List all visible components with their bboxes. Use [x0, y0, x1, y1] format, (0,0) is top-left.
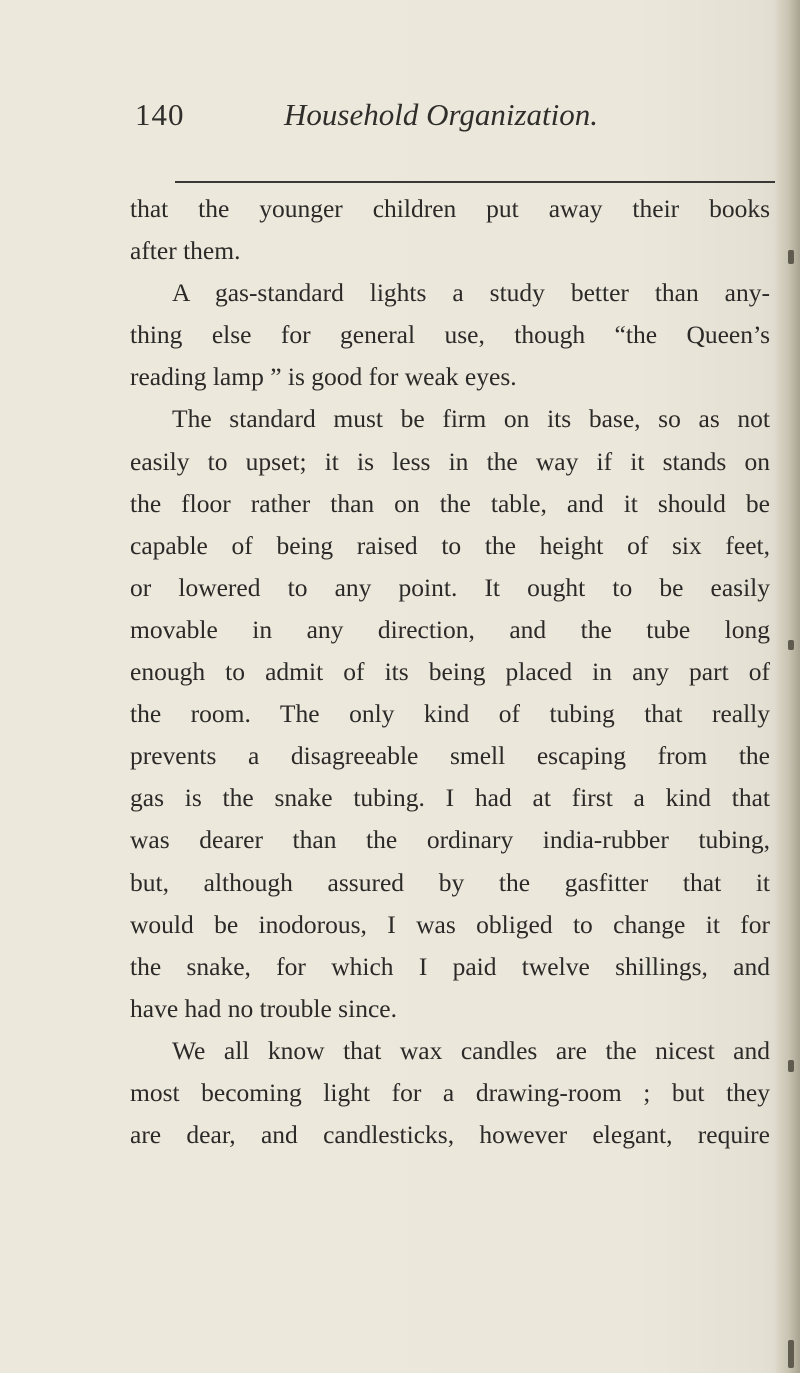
text-line: or lowered to any point. It ought to be easily: [130, 572, 770, 602]
page-number: 140: [135, 97, 185, 132]
text-line: that the younger children put away their books: [130, 194, 770, 223]
running-title: Household Organization.: [284, 97, 599, 132]
running-header: [135, 97, 775, 137]
page-edge-shadow: [774, 0, 800, 1373]
body-text: [130, 188, 770, 1156]
text-line: prevents a disagreeable smell escaping from the: [130, 741, 770, 771]
text-line: capable of being raised to the height of six feet,: [130, 530, 770, 560]
text-line: the snake, for which I paid twelve shillings, and: [130, 951, 770, 981]
text-line: reading lamp ” is good for weak eyes.: [130, 362, 517, 392]
text-line: the floor rather than on the table, and it should be: [130, 488, 770, 518]
text-line: are dear, and candlesticks, however elegant, require: [130, 1120, 770, 1150]
text-line: thing else for general use, though “the Queen’s: [130, 320, 770, 350]
text-line: the room. The only kind of tubing that really: [130, 699, 770, 729]
text-line: have had no trouble since.: [130, 993, 397, 1023]
text-line: The standard must be firm on its base, so as not: [172, 404, 770, 434]
text-line: We all know that wax candles are the nicest and: [172, 1035, 770, 1065]
text-line: after them.: [130, 236, 241, 266]
text-line: would be inodorous, I was obliged to change it for: [130, 909, 770, 939]
text-line: A gas-standard lights a study better than any-: [172, 278, 770, 308]
text-line: easily to upset; it is less in the way if it stands on: [130, 446, 770, 476]
page-edge-speck: [788, 1060, 794, 1072]
text-line: enough to admit of its being placed in any part of: [130, 657, 770, 687]
page-edge-speck: [788, 1340, 794, 1368]
page-edge-speck: [788, 250, 794, 264]
page-edge-speck: [788, 640, 794, 650]
text-line: movable in any direction, and the tube long: [130, 614, 770, 644]
text-line: most becoming light for a drawing-room ; but they: [130, 1077, 770, 1107]
text-line: but, although assured by the gasfitter that it: [130, 867, 770, 897]
text-line: was dearer than the ordinary india-rubber tubing,: [130, 825, 770, 855]
header-rule: [175, 181, 775, 183]
text-line: gas is the snake tubing. I had at first a kind that: [130, 783, 770, 813]
